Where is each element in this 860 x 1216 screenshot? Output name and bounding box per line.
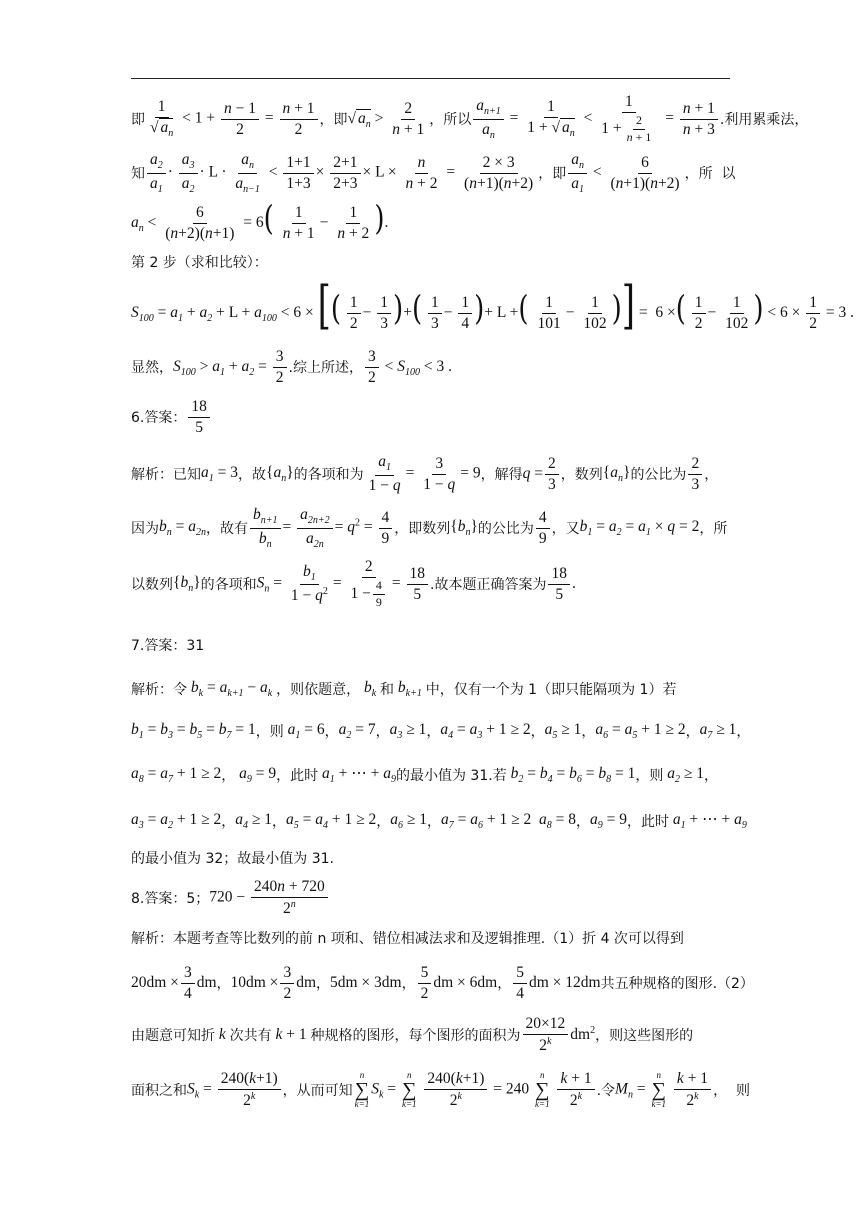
header-rule: [131, 78, 730, 79]
q6-line-1: 解析：已知 $a_1 = 3$ ，故 $\{a_n\}$ 的各项和为 $\frac{a_1}{1 - q}$ = $\frac{3}{1 - q}$ = 9 ，解得 q = $\frac{2}{3}$ ，数列 $\{a_n\}$ 的公比为 $\frac{2}{3}$ ，: [131, 453, 719, 494]
q7-line-4: $a_3 = a_2 + 1 \ge 2$ ， $a_4 \ge 1$ ， $a_5 = a_4 + 1 \ge 2$ ， $a_6 \ge 1$ ， $a_7 = a_6 + 1 \ge 2$ $a_8 = 8$ ， $a_9 = 9$ ，此时 $a_1$ + ⋯ + $a_9$: [131, 810, 747, 832]
q6-line-2: 因为 $b_n = a_{2n}$ ，故有 $\frac{b_{n+1}}{b_n}$ = $\frac{a_{2n+2}}{a_{2n}}$ = $q^2$ = $\frac{4}{9}$ ，即数列 $\{b_n\}$ 的公比为 $\frac{4}{9}$ ，又 $b_1 = a_2 = a_1 \times q = 2$ ，所: [131, 505, 728, 550]
document-body: [131, 93, 855, 1116]
line-s100-sum: $S_{100} = a_1 + a_2 + L + a_{100} < 6$ × [( $\frac{1}{2}$ − $\frac{1}{3}$ )+( $\frac{1}{3}$ − $\frac{1}{4}$ )+ L +( $\frac{1}{101}$ − $\frac{1}{102}$ )] = 6 ×( $\frac{1}{2}$ − $\frac{1}{102}$ ) < 6 × $\frac{1}{2}$ = 3 .: [131, 276, 855, 337]
q7-line-3: $a_8 = a_7 + 1 \ge 2$ ， $a_9 = 9$ ，此时 $a_1$ + ⋯ + $a_9$ 的最小值为 31.若 $b_2 = b_4 = b_6 = b_8 = 1$ ，则 $a_2 \ge 1$ ，: [131, 764, 718, 786]
q6-line-3: 以数列 $\{b_n\}$ 的各项和 $S_n$ = $\frac{b_1}{1 - q^2}$ = 2 1 − $\frac{4}{9}$ = $\frac{18}{5}$ .故本题正确答案为 $\frac{18}{5}$ .: [131, 558, 576, 609]
step2-heading: 第 2 步（求和比较）：: [131, 255, 268, 271]
q8-line-1: 解析：本题考查等比数列的前 n 项和、错位相减法求和及逻辑推理.（1）折 4 次可以得到: [131, 931, 684, 947]
q7-line-1: 解析：令 $b_k = a_{k+1} - a_k$ ，则依题意， $b_k$ 和 $b_{k+1}$ 中，仅有一个为 1（即只能隔项为 1）若: [131, 678, 677, 700]
q8-line-3: 由题意可知折 k 次共有 k + 1 种规格的图形，每个图形的面积为 $\frac{20\times 12}{2^k}$ $dm^2$ ，则这些图形的: [131, 1015, 694, 1055]
line-3: $a_n$ < $\frac{6}{(n+2)(n+1)}$ = 6( $\frac{1}{n + 1}$ − $\frac{1}{n + 2}$ ).: [131, 199, 389, 242]
line-2: 知 $\frac{a_2}{a_1}$ · $\frac{a_3}{a_2}$ · L · $\frac{a_n}{a_{n-1}}$ < $\frac{1+1}{1+3}$ × $\frac{2+1}{2+3}$ × L × $\frac{n}{n + 2}$ = $\frac{2 \times 3}{(n+1)(n+2)}$ ， 即 $\frac{a_n}{a_1}$ < $\frac{6}{(n+1)(n+2)}$ ， 所 以: [131, 150, 736, 195]
q6-answer: 6.答案： $\frac{18}{5}$: [131, 396, 731, 438]
q7-line-2: $b_1 = b_3 = b_5 = b_7 = 1$ ，则 $a_1 = 6$ ， $a_2 = 7$ ， $a_3 \ge 1$ ， $a_4 = a_3 + 1 \ge 2$ ， $a_5 \ge 1$ ， $a_6 = a_5 + 1 \ge 2$ ， $a_7 \ge 1$ ，: [131, 720, 751, 742]
q7-answer: 7.答案：31: [131, 638, 205, 654]
line-1: 即 $\frac{1}{√ a_n}$ < 1 + $\frac{n - 1}{2}$ = $\frac{n + 1}{2}$ ，即 √ $a_n$ > $\frac{2}{n + 1}$ ，所以 $\frac{a_{n+1}}{a_n}$ = $\frac{1}{1 + √ a_n}$ < 1 1 + $\frac{2}{n + 1}$ = $\frac{n + 1}{n + 3}$ .利用累乘法，: [131, 93, 809, 144]
q8-line-4: 面积之和 $S_k$ = $\frac{240(k+1)}{2^k}$ ，从而可知 n ∑ k=1 $S_k$ = n ∑ k=1 $\frac{240(k+1)}{2^k}$ = 240 n ∑ k=1 $\frac{k + 1}{2^k}$ .令 $M_n$ = n ∑ k=1 $\frac{k + 1}{2^k}$ ， 则: [131, 1070, 750, 1110]
q8-answer: 8.答案：5； 720 − $\frac{240n + 720}{2^n}$: [131, 876, 731, 920]
line-conclusion: 显然， $S_{100} > a_1 + a_2$ = $\frac{3}{2}$ .综上所述， $\frac{3}{2}$ < $S_{100} < 3$ .: [131, 347, 452, 386]
q7-line-5: 的最小值为 32；故最小值为 31.: [131, 851, 334, 867]
q8-line-2: 20dm × $\frac{3}{4}$ dm ， 10dm × $\frac{3}{2}$ dm ， 5dm × 3dm ， $\frac{5}{2}$ dm × 6dm ， $\frac{5}{4}$ dm × 12dm 共五种规格的图形.（2）: [131, 963, 754, 1002]
